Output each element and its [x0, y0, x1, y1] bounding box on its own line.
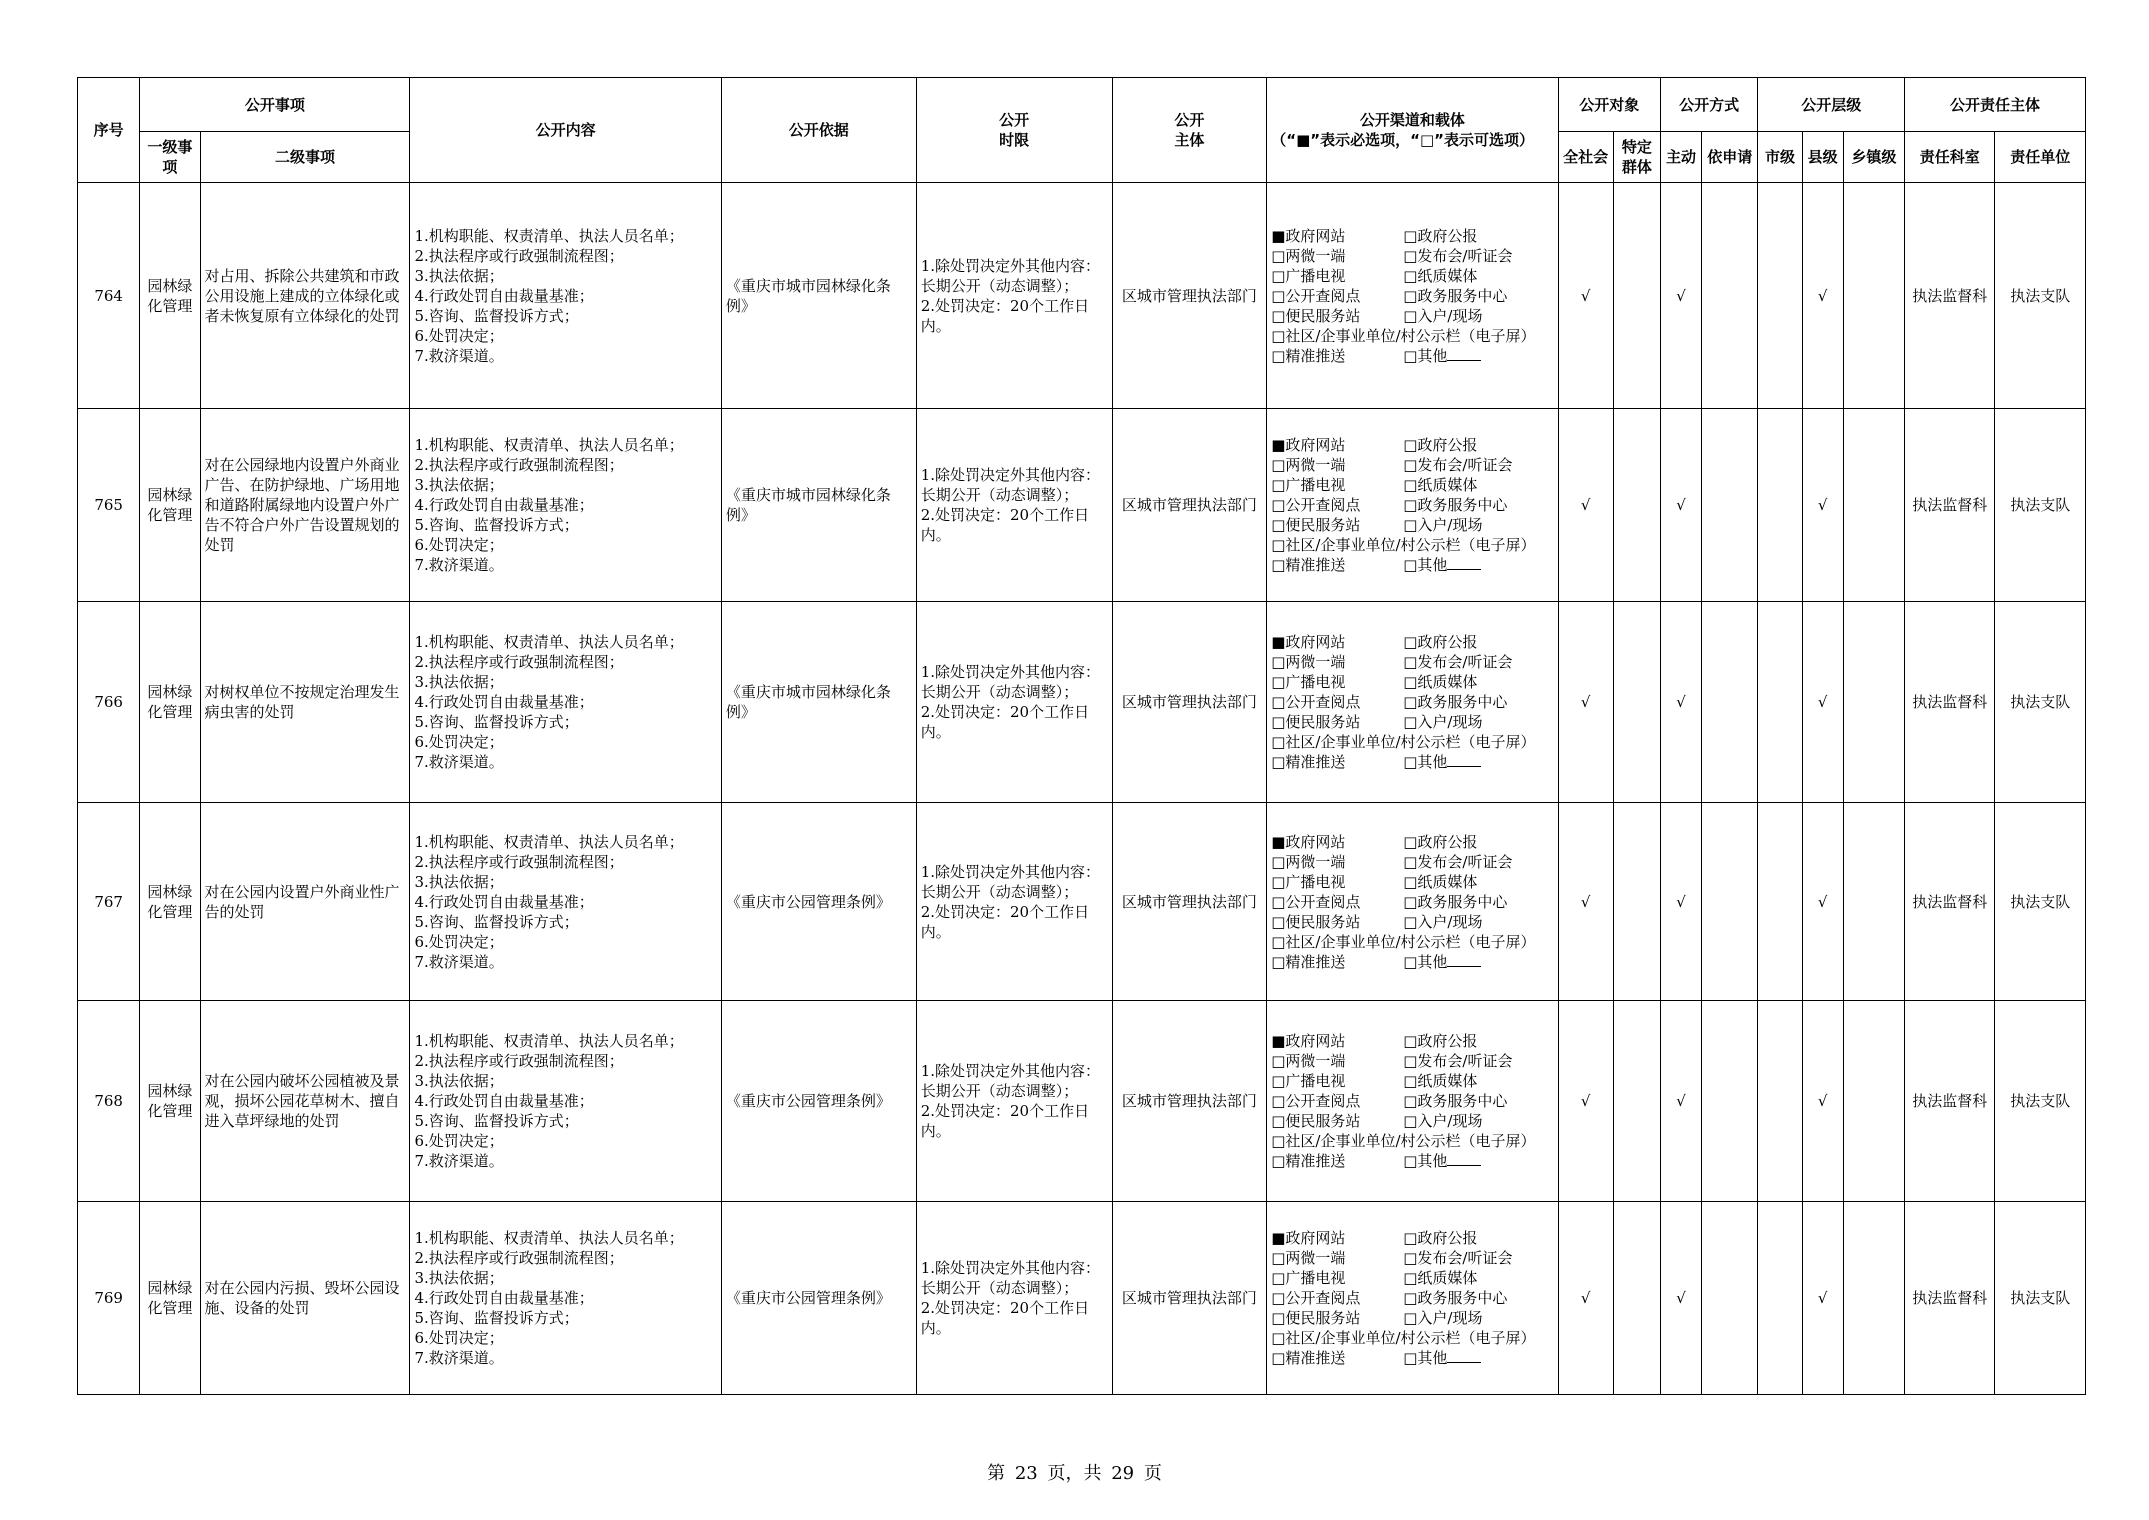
channel-option: □入户/现场: [1403, 516, 1483, 534]
content-line: 3.执法依据；: [414, 673, 504, 691]
row-resp-dept: 执法监督科: [1905, 803, 1995, 1001]
header-resp: 公开责任主体: [1905, 78, 2086, 132]
blank-line: [1447, 1151, 1481, 1166]
page-footer: [0, 1459, 2149, 1485]
page-prefix: 第: [987, 1463, 1006, 1484]
row-basis: 《重庆市城市园林绿化条例》: [721, 409, 916, 602]
channel-other-label: □其他: [1403, 346, 1448, 365]
channel-option-other: [1403, 1348, 1553, 1368]
content-line: 4.行政处罚自由裁量基准；: [414, 1092, 594, 1110]
content-line: 7.救济渠道。: [414, 952, 504, 971]
header-level-city: 市级: [1758, 132, 1802, 183]
channel-option: □政务服务中心: [1403, 892, 1508, 911]
page-current: 23: [1014, 1463, 1038, 1484]
channel-option: □发布会/听证会: [1403, 852, 1513, 871]
row-level-town-empty: [1843, 602, 1904, 803]
channel-option-push: □精准推送: [1271, 952, 1346, 971]
header-method-active: 主动: [1660, 132, 1701, 183]
channel-option: □公开查阅点: [1271, 286, 1361, 305]
row-content: [410, 1202, 721, 1395]
row-level-city-empty: [1758, 183, 1802, 409]
header-method: 公开方式: [1660, 78, 1757, 132]
content-line: 3.执法依据；: [414, 872, 504, 891]
channel-grid: [1271, 1031, 1553, 1171]
channel-option: □便民服务站: [1271, 912, 1361, 931]
channel-other-label: □其他: [1403, 952, 1448, 971]
header-subject: 公开 主体: [1112, 78, 1267, 183]
channel-option-other: [1403, 952, 1553, 972]
table-row: [78, 183, 2086, 409]
row-resp-unit: 执法支队: [1995, 1202, 2086, 1395]
header-content: 公开内容: [410, 78, 721, 183]
header-seq: 序号: [78, 78, 140, 183]
content-line: 5.咨询、监督投诉方式；: [414, 1309, 579, 1327]
content-line: 4.行政处罚自由裁量基准；: [414, 496, 594, 514]
channel-option: □广播电视: [1271, 476, 1346, 494]
channel-option: □广播电视: [1271, 1072, 1346, 1090]
channel-option: ■政府网站: [1271, 832, 1346, 851]
table-row: [78, 803, 2086, 1001]
channel-option: □纸质媒体: [1403, 476, 1478, 494]
row-level-town-empty: [1843, 1001, 1904, 1202]
channel-other-label: □其他: [1403, 1152, 1448, 1170]
row-method-request-empty: [1702, 1202, 1758, 1395]
channel-option: □纸质媒体: [1403, 1269, 1478, 1287]
row-target-special-empty: [1613, 183, 1660, 409]
channel-option-wide: □社区/企事业单位/村公示栏（电子屏）: [1271, 1132, 1536, 1150]
row-method-active-check: √: [1660, 1202, 1701, 1395]
content-line: 5.咨询、监督投诉方式；: [414, 1112, 579, 1130]
channel-option: □政府公报: [1403, 436, 1478, 454]
row-method-request-empty: [1702, 803, 1758, 1001]
row-level-county-check: √: [1802, 1202, 1843, 1395]
channel-option-wide: □社区/企事业单位/村公示栏（电子屏）: [1271, 733, 1536, 751]
channel-other-label: □其他: [1403, 556, 1448, 574]
table-row: [78, 1202, 2086, 1395]
channel-grid: [1271, 226, 1553, 366]
channel-option-push: □精准推送: [1271, 1152, 1346, 1170]
channel-option: □便民服务站: [1271, 1112, 1361, 1130]
channel-option: □入户/现场: [1403, 1309, 1483, 1327]
channel-option: □政府公报: [1403, 1032, 1478, 1050]
channel-grid: [1271, 1228, 1553, 1368]
header-method-request: 依申请: [1702, 132, 1758, 183]
channel-option: □政务服务中心: [1403, 286, 1508, 305]
row-subject: 区城市管理执法部门: [1112, 409, 1267, 602]
row-target-all-check: √: [1558, 409, 1613, 602]
row-level1: 园林绿化管理: [140, 602, 200, 803]
channel-option-wide: □社区/企事业单位/村公示栏（电子屏）: [1271, 1329, 1536, 1347]
row-resp-unit: 执法支队: [1995, 602, 2086, 803]
channel-option: □两微一端: [1271, 1249, 1346, 1267]
row-subject: 区城市管理执法部门: [1112, 183, 1267, 409]
content-line: 6.处罚决定；: [414, 536, 504, 554]
content-line: 3.执法依据；: [414, 1269, 504, 1287]
header-level: 公开层级: [1758, 78, 1905, 132]
header-channel: [1267, 78, 1558, 183]
header-target: 公开对象: [1558, 78, 1660, 132]
channel-option: □纸质媒体: [1403, 673, 1478, 691]
row-time-limit: 1.除处罚决定外其他内容：长期公开（动态调整）； 2.处罚决定：20个工作日内。: [916, 1202, 1112, 1395]
channel-option: □两微一端: [1271, 456, 1346, 474]
channel-option: ■政府网站: [1271, 633, 1346, 651]
row-time-limit: 1.除处罚决定外其他内容：长期公开（动态调整）； 2.处罚决定：20个工作日内。: [916, 183, 1112, 409]
content-line: 5.咨询、监督投诉方式；: [414, 912, 579, 931]
row-method-active-check: √: [1660, 1001, 1701, 1202]
content-line: 3.执法依据；: [414, 476, 504, 494]
row-level-county-check: √: [1802, 409, 1843, 602]
row-level-county-check: √: [1802, 602, 1843, 803]
content-line: 4.行政处罚自由裁量基准；: [414, 693, 594, 711]
blank-line: [1447, 555, 1481, 570]
content-line: 6.处罚决定；: [414, 733, 504, 751]
channel-option: □便民服务站: [1271, 1309, 1361, 1327]
row-level-town-empty: [1843, 803, 1904, 1001]
content-line: 2.执法程序或行政强制流程图；: [414, 246, 624, 265]
row-method-active-check: √: [1660, 183, 1701, 409]
header-level1: 一级事项: [140, 132, 200, 183]
header-level2: 二级事项: [200, 132, 410, 183]
content-line: 1.机构职能、权责清单、执法人员名单；: [414, 1032, 684, 1050]
row-level-town-empty: [1843, 183, 1904, 409]
channel-option: □纸质媒体: [1403, 1072, 1478, 1090]
row-level1: 园林绿化管理: [140, 1001, 200, 1202]
row-time-limit: 1.除处罚决定外其他内容：长期公开（动态调整）； 2.处罚决定：20个工作日内。: [916, 602, 1112, 803]
row-basis: 《重庆市公园管理条例》: [721, 1202, 916, 1395]
content-line: 7.救济渠道。: [414, 346, 504, 365]
blank-line: [1447, 952, 1481, 967]
row-level-city-empty: [1758, 1202, 1802, 1395]
row-channels: [1267, 183, 1558, 409]
channel-option: □广播电视: [1271, 1269, 1346, 1287]
content-line: 6.处罚决定；: [414, 1329, 504, 1347]
content-line: 1.机构职能、权责清单、执法人员名单；: [414, 226, 684, 245]
page-suffix: 页: [1143, 1463, 1162, 1484]
row-seq: 768: [78, 1001, 140, 1202]
row-method-active-check: √: [1660, 409, 1701, 602]
channel-option: □公开查阅点: [1271, 1092, 1361, 1110]
header-matter: 公开事项: [140, 78, 410, 132]
channel-option: ■政府网站: [1271, 436, 1346, 454]
channel-option-other: [1403, 1151, 1553, 1171]
header-target-all: 全社会: [1558, 132, 1613, 183]
row-level1: 园林绿化管理: [140, 409, 200, 602]
blank-line: [1447, 752, 1481, 767]
row-target-all-check: √: [1558, 183, 1613, 409]
row-level2: 对在公园内污损、毁坏公园设施、设备的处罚: [200, 1202, 410, 1395]
channel-option-other: [1403, 555, 1553, 575]
table-row: [78, 1001, 2086, 1202]
row-channels: [1267, 409, 1558, 602]
content-line: 7.救济渠道。: [414, 1152, 504, 1170]
row-level-county-check: √: [1802, 803, 1843, 1001]
row-subject: 区城市管理执法部门: [1112, 803, 1267, 1001]
channel-option: □广播电视: [1271, 872, 1346, 891]
content-line: 6.处罚决定；: [414, 932, 504, 951]
row-level-town-empty: [1843, 1202, 1904, 1395]
header-resp-unit: 责任单位: [1995, 132, 2086, 183]
row-target-special-empty: [1613, 803, 1660, 1001]
channel-option-push: □精准推送: [1271, 556, 1346, 574]
row-resp-unit: 执法支队: [1995, 183, 2086, 409]
channel-option: □发布会/听证会: [1403, 1249, 1513, 1267]
channel-option: □政府公报: [1403, 1229, 1478, 1247]
channel-option: □政务服务中心: [1403, 1289, 1508, 1307]
channel-option: □便民服务站: [1271, 713, 1361, 731]
row-target-all-check: √: [1558, 1001, 1613, 1202]
channel-option-wide: □社区/企事业单位/村公示栏（电子屏）: [1271, 536, 1536, 554]
channel-option-push: □精准推送: [1271, 753, 1346, 771]
content-line: 1.机构职能、权责清单、执法人员名单；: [414, 633, 684, 651]
row-method-request-empty: [1702, 602, 1758, 803]
channel-option: □公开查阅点: [1271, 892, 1361, 911]
channel-other-label: □其他: [1403, 1349, 1448, 1367]
channel-option: □入户/现场: [1403, 713, 1483, 731]
content-line: 5.咨询、监督投诉方式；: [414, 713, 579, 731]
channel-grid: [1271, 435, 1553, 575]
channel-grid: [1271, 632, 1553, 772]
content-line: 5.咨询、监督投诉方式；: [414, 516, 579, 534]
content-line: 1.机构职能、权责清单、执法人员名单；: [414, 1229, 684, 1247]
channel-option: □纸质媒体: [1403, 872, 1478, 891]
row-target-all-check: √: [1558, 1202, 1613, 1395]
content-line: 1.机构职能、权责清单、执法人员名单；: [414, 436, 684, 454]
row-resp-unit: 执法支队: [1995, 409, 2086, 602]
row-seq: 767: [78, 803, 140, 1001]
row-resp-dept: 执法监督科: [1905, 409, 1995, 602]
table-row: [78, 602, 2086, 803]
row-content: [410, 1001, 721, 1202]
content-line: 4.行政处罚自由裁量基准；: [414, 286, 594, 305]
content-line: 7.救济渠道。: [414, 1349, 504, 1367]
row-level2: 对占用、拆除公共建筑和市政公用设施上建成的立体绿化或者未恢复原有立体绿化的处罚: [200, 183, 410, 409]
header-level-county: 县级: [1802, 132, 1843, 183]
content-line: 2.执法程序或行政强制流程图；: [414, 653, 624, 671]
channel-option-wide: □社区/企事业单位/村公示栏（电子屏）: [1271, 326, 1536, 345]
channel-option: □公开查阅点: [1271, 693, 1361, 711]
content-line: 2.执法程序或行政强制流程图；: [414, 852, 624, 871]
channel-option: □入户/现场: [1403, 912, 1483, 931]
row-target-special-empty: [1613, 602, 1660, 803]
header-target-special: 特定群体: [1613, 132, 1660, 183]
row-level-town-empty: [1843, 409, 1904, 602]
row-subject: 区城市管理执法部门: [1112, 1001, 1267, 1202]
channel-option: □政府公报: [1403, 633, 1478, 651]
row-method-request-empty: [1702, 183, 1758, 409]
row-level2: 对在公园内设置户外商业性广告的处罚: [200, 803, 410, 1001]
content-line: 7.救济渠道。: [414, 556, 504, 574]
row-level-county-check: √: [1802, 183, 1843, 409]
channel-option: □发布会/听证会: [1403, 653, 1513, 671]
page-mid: 页，共: [1047, 1463, 1102, 1484]
channel-option: □公开查阅点: [1271, 496, 1361, 514]
row-level2: 对在公园内破坏公园植被及景观，损坏公园花草树木、擅自进入草坪绿地的处罚: [200, 1001, 410, 1202]
row-level2: 对在公园绿地内设置户外商业广告、在防护绿地、广场用地和道路附属绿地内设置户外广告不符合户外广告设置规划的处罚: [200, 409, 410, 602]
row-time-limit: 1.除处罚决定外其他内容：长期公开（动态调整）； 2.处罚决定：20个工作日内。: [916, 803, 1112, 1001]
row-level-city-empty: [1758, 409, 1802, 602]
row-target-special-empty: [1613, 409, 1660, 602]
channel-option: □发布会/听证会: [1403, 456, 1513, 474]
page-total: 29: [1111, 1463, 1135, 1484]
row-seq: 769: [78, 1202, 140, 1395]
channel-grid: [1271, 832, 1553, 972]
row-resp-unit: 执法支队: [1995, 1001, 2086, 1202]
channel-option: □入户/现场: [1403, 1112, 1483, 1130]
content-line: 4.行政处罚自由裁量基准；: [414, 1289, 594, 1307]
row-content: [410, 409, 721, 602]
row-basis: 《重庆市公园管理条例》: [721, 1001, 916, 1202]
row-channels: [1267, 803, 1558, 1001]
content-line: 6.处罚决定；: [414, 326, 504, 345]
row-level1: 园林绿化管理: [140, 803, 200, 1001]
row-content: [410, 183, 721, 409]
row-resp-dept: 执法监督科: [1905, 183, 1995, 409]
content-line: 5.咨询、监督投诉方式；: [414, 306, 579, 325]
content-line: 2.执法程序或行政强制流程图；: [414, 456, 624, 474]
channel-option-push: □精准推送: [1271, 1349, 1346, 1367]
channel-option: □入户/现场: [1403, 306, 1483, 325]
row-method-request-empty: [1702, 1001, 1758, 1202]
channel-option-other: [1403, 752, 1553, 772]
row-level1: 园林绿化管理: [140, 1202, 200, 1395]
header-channel-title: 公开渠道和载体: [1359, 111, 1465, 129]
channel-option: □两微一端: [1271, 653, 1346, 671]
channel-option: □便民服务站: [1271, 516, 1361, 534]
row-level-city-empty: [1758, 602, 1802, 803]
content-line: 1.机构职能、权责清单、执法人员名单；: [414, 832, 684, 851]
header-time-limit: 公开 时限: [916, 78, 1112, 183]
channel-option: ■政府网站: [1271, 1032, 1346, 1050]
row-subject: 区城市管理执法部门: [1112, 602, 1267, 803]
channel-option: □政务服务中心: [1403, 496, 1508, 514]
row-time-limit: 1.除处罚决定外其他内容：长期公开（动态调整）； 2.处罚决定：20个工作日内。: [916, 409, 1112, 602]
row-resp-dept: 执法监督科: [1905, 1001, 1995, 1202]
row-content: [410, 602, 721, 803]
content-line: 6.处罚决定；: [414, 1132, 504, 1150]
content-line: 3.执法依据；: [414, 266, 504, 285]
row-method-request-empty: [1702, 409, 1758, 602]
row-seq: 765: [78, 409, 140, 602]
blank-line: [1447, 1348, 1481, 1363]
row-channels: [1267, 1202, 1558, 1395]
channel-option-wide: □社区/企事业单位/村公示栏（电子屏）: [1271, 932, 1536, 951]
channel-option: ■政府网站: [1271, 226, 1346, 245]
row-target-all-check: √: [1558, 803, 1613, 1001]
content-line: 3.执法依据；: [414, 1072, 504, 1090]
row-method-active-check: √: [1660, 803, 1701, 1001]
table-row: [78, 409, 2086, 602]
channel-option: □两微一端: [1271, 1052, 1346, 1070]
blank-line: [1447, 346, 1481, 361]
content-line: 2.执法程序或行政强制流程图；: [414, 1249, 624, 1267]
row-target-special-empty: [1613, 1001, 1660, 1202]
channel-option: □便民服务站: [1271, 306, 1361, 325]
row-resp-dept: 执法监督科: [1905, 1202, 1995, 1395]
channel-option: □纸质媒体: [1403, 266, 1478, 285]
channel-option-other: [1403, 346, 1553, 366]
channel-option: □政务服务中心: [1403, 1092, 1508, 1110]
row-level1: 园林绿化管理: [140, 183, 200, 409]
header-level-town: 乡镇级: [1843, 132, 1904, 183]
header-resp-dept: 责任科室: [1905, 132, 1995, 183]
row-level2: 对树权单位不按规定治理发生病虫害的处罚: [200, 602, 410, 803]
row-content: [410, 803, 721, 1001]
disclosure-table: [77, 77, 2086, 1395]
header-channel-note: （“■”表示必选项，“□”表示可选项）: [1271, 131, 1535, 149]
channel-option: ■政府网站: [1271, 1229, 1346, 1247]
channel-option-push: □精准推送: [1271, 346, 1346, 365]
row-basis: 《重庆市公园管理条例》: [721, 803, 916, 1001]
channel-option: □发布会/听证会: [1403, 1052, 1513, 1070]
row-resp-dept: 执法监督科: [1905, 602, 1995, 803]
channel-option: □广播电视: [1271, 266, 1346, 285]
content-line: 7.救济渠道。: [414, 753, 504, 771]
row-target-special-empty: [1613, 1202, 1660, 1395]
channel-option: □两微一端: [1271, 246, 1346, 265]
channel-other-label: □其他: [1403, 753, 1448, 771]
row-seq: 764: [78, 183, 140, 409]
channel-option: □公开查阅点: [1271, 1289, 1361, 1307]
channel-option: □政务服务中心: [1403, 693, 1508, 711]
row-method-active-check: √: [1660, 602, 1701, 803]
row-seq: 766: [78, 602, 140, 803]
row-level-city-empty: [1758, 803, 1802, 1001]
content-line: 4.行政处罚自由裁量基准；: [414, 892, 594, 911]
content-line: 2.执法程序或行政强制流程图；: [414, 1052, 624, 1070]
row-level-county-check: √: [1802, 1001, 1843, 1202]
row-resp-unit: 执法支队: [1995, 803, 2086, 1001]
row-channels: [1267, 602, 1558, 803]
channel-option: □两微一端: [1271, 852, 1346, 871]
channel-option: □政府公报: [1403, 226, 1478, 245]
row-level-city-empty: [1758, 1001, 1802, 1202]
row-channels: [1267, 1001, 1558, 1202]
row-subject: 区城市管理执法部门: [1112, 1202, 1267, 1395]
row-basis: 《重庆市城市园林绿化条例》: [721, 183, 916, 409]
channel-option: □政府公报: [1403, 832, 1478, 851]
channel-option: □发布会/听证会: [1403, 246, 1513, 265]
row-time-limit: 1.除处罚决定外其他内容：长期公开（动态调整）； 2.处罚决定：20个工作日内。: [916, 1001, 1112, 1202]
row-target-all-check: √: [1558, 602, 1613, 803]
header-basis: 公开依据: [721, 78, 916, 183]
row-basis: 《重庆市城市园林绿化条例》: [721, 602, 916, 803]
channel-option: □广播电视: [1271, 673, 1346, 691]
